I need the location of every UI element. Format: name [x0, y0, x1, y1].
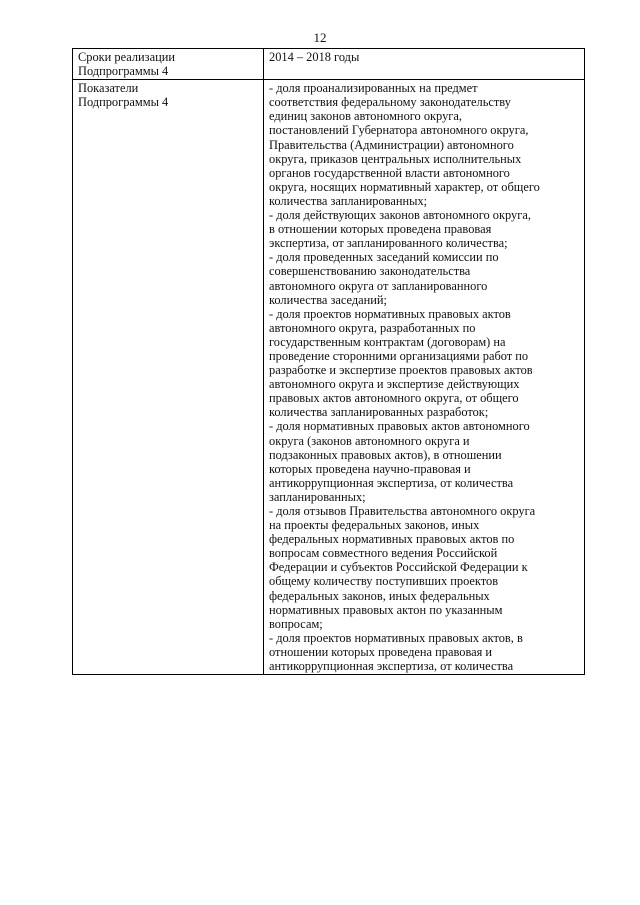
indicator-line: Федерации и субъектов Российской Федерации к	[269, 560, 528, 575]
indicator-line: федеральных законов, иных федеральных	[269, 588, 490, 603]
indicator-line: на проекты федеральных законов, иных	[269, 518, 480, 533]
label-line: Подпрограммы 4	[78, 64, 169, 79]
indicator-line: в отношении которых проведена правовая	[269, 222, 492, 237]
indicator-line: общему количеству поступивших проектов	[269, 574, 499, 589]
indicator-line: - доля проектов нормативных правовых актов	[269, 306, 511, 321]
indicator-line: органов государственной власти автономного	[269, 165, 510, 180]
label-line: Показатели	[78, 81, 139, 96]
indicator-line: вопросам совместного ведения Российской	[269, 546, 498, 561]
indicator-line: запланированных;	[269, 489, 366, 504]
indicator-line: автономного округа от запланированного	[269, 278, 488, 293]
indicator-line: округа, приказов центральных исполнительных	[269, 151, 522, 166]
indicators-list	[269, 81, 578, 673]
indicator-line: правовых актов автономного округа, от общего	[269, 391, 519, 406]
value-cell-implementation-period	[264, 49, 585, 80]
indicator-line: постановлений Губернатора автономного округа,	[269, 123, 529, 138]
indicator-line: экспертиза, от запланированного количества;	[269, 236, 508, 251]
indicator-line: нормативных правовых актон по указанным	[269, 602, 503, 617]
indicator-line: Правительства (Администрации) автономного	[269, 137, 514, 152]
indicator-line: количества запланированных разработок;	[269, 405, 489, 420]
implementation-period-value: 2014 – 2018 годы	[269, 50, 360, 64]
indicator-line: - доля проведенных заседаний комиссии по	[269, 250, 499, 265]
indicator-line: которых проведена научно-правовая и	[269, 461, 471, 476]
indicator-line: проведение сторонними организациями работ по	[269, 348, 529, 363]
indicator-line: подзаконных правовых актов), в отношении	[269, 447, 502, 462]
indicator-line: разработке и экспертизе проектов правовых актов	[269, 363, 533, 378]
label-cell-implementation-period	[73, 49, 264, 80]
indicator-line: федеральных нормативных правовых актов по	[269, 532, 515, 547]
indicator-line: количества заседаний;	[269, 292, 387, 307]
indicator-line: округа (законов автономного округа и	[269, 433, 470, 448]
indicator-line: автономного округа, разработанных по	[269, 320, 476, 335]
indicator-line: государственным контрактам (договорам) на	[269, 334, 506, 349]
label-line: Сроки реализации	[78, 50, 175, 64]
indicator-line: автономного округа и экспертизе действующих	[269, 377, 520, 392]
indicator-line: единиц законов автономного округа,	[269, 109, 462, 124]
page-number: 12	[313, 30, 327, 45]
value-cell-indicators	[264, 80, 585, 675]
indicator-line: - доля действующих законов автономного округа,	[269, 208, 531, 223]
table-row-implementation-period	[73, 49, 585, 80]
indicator-line: антикоррупционная экспертиза, от количества	[269, 659, 514, 674]
indicator-line: - доля проанализированных на предмет	[269, 81, 478, 96]
label-line: Подпрограммы 4	[78, 95, 169, 110]
indicator-line: вопросам;	[269, 616, 323, 631]
label-cell-indicators	[73, 80, 264, 675]
indicator-line: совершенствованию законодательства	[269, 264, 471, 279]
indicator-line: округа, носящих нормативный характер, от общего	[269, 179, 540, 194]
indicator-line: количества запланированных;	[269, 193, 428, 208]
indicator-line: - доля нормативных правовых актов автономного	[269, 419, 530, 434]
table-row-indicators	[73, 80, 585, 675]
indicator-line: соответствия федеральному законодательству	[269, 95, 511, 110]
indicator-line: - доля отзывов Правительства автономного округа	[269, 504, 536, 518]
indicator-line: - доля проектов нормативных правовых актов, в	[269, 630, 523, 645]
indicator-line: отношении которых проведена правовая и	[269, 644, 493, 659]
indicator-line: антикоррупционная экспертиза, от количества	[269, 475, 514, 490]
program-passport-table	[72, 48, 585, 675]
